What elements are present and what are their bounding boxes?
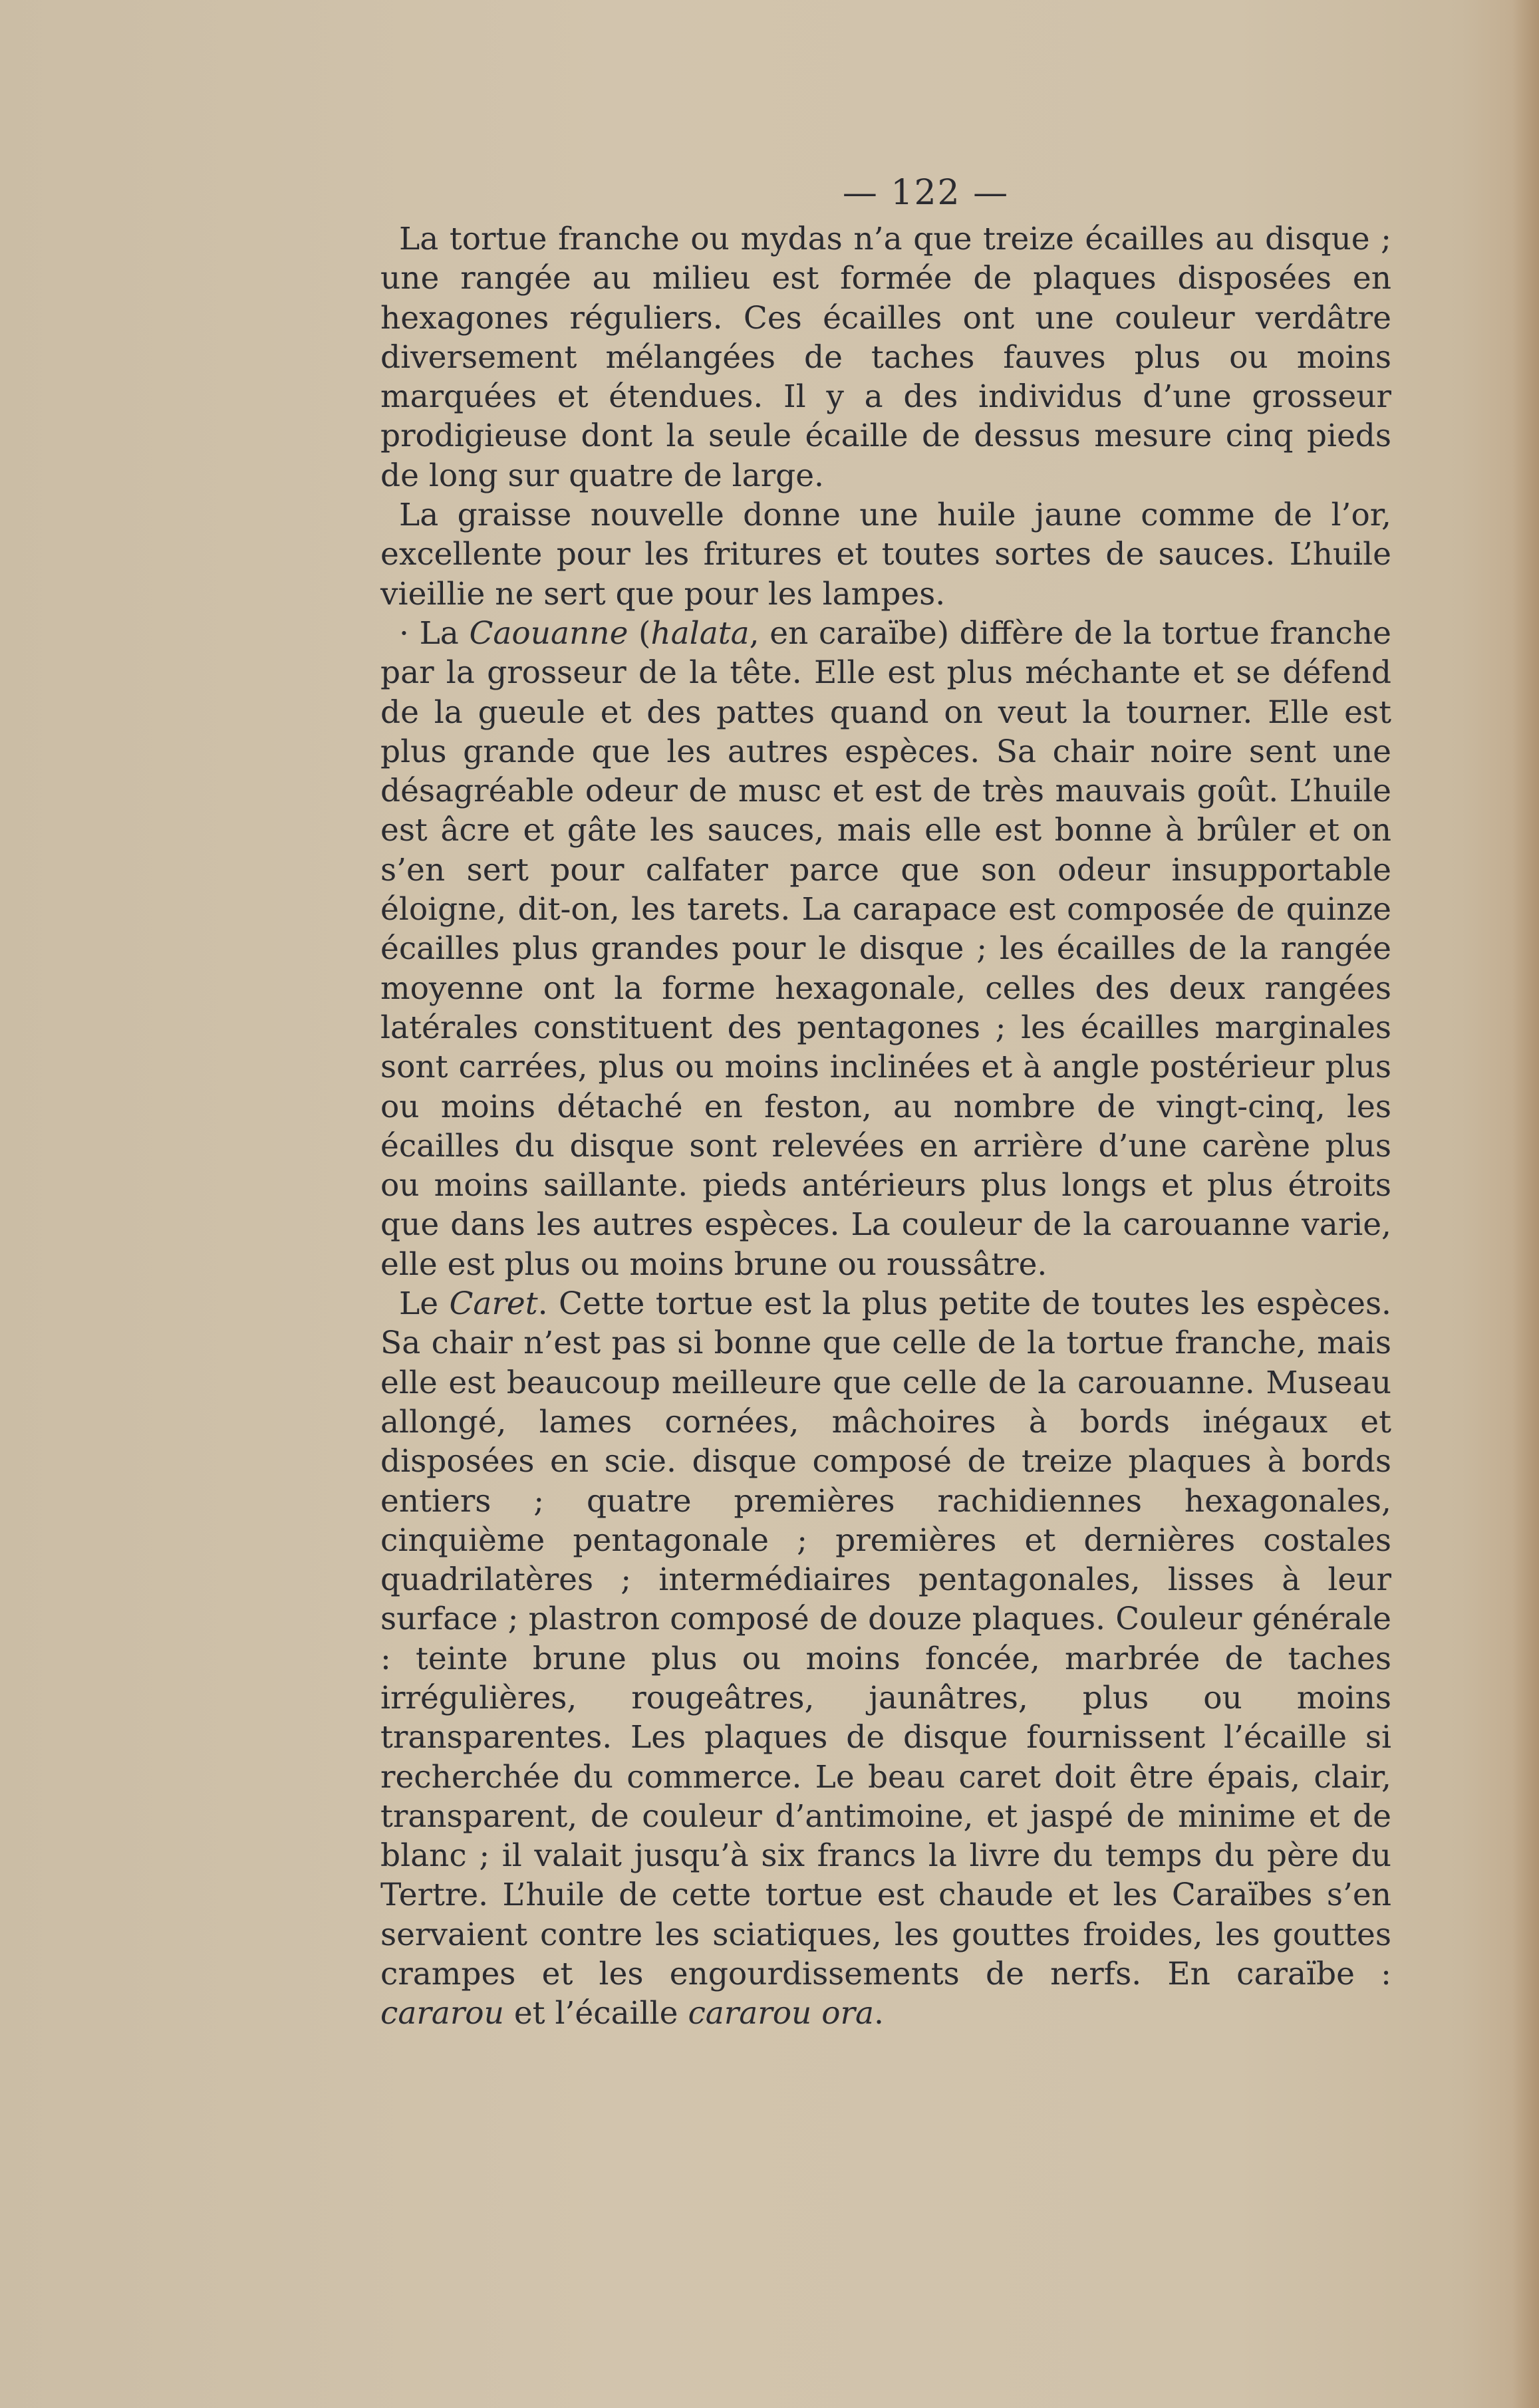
paragraph-text: et l’écaille (503, 1995, 688, 2032)
paragraph-tortue-franche (380, 219, 1391, 495)
paragraph-text: La tortue franche ou mydas n’a que treize écailles au disque ; une rangée au milieu est formée de plaques disposées en hexagones réguliers. Ces écailles ont une couleur verdâtre diversement mélangées de taches fauves plus ou moins marquées et étendues. Il y a des individus d’une grosseur prodigieuse dont la seule écaille de dessus mesure cinq pieds de long sur quatre de large. (380, 221, 1391, 494)
paragraph-text: . Cette tortue est la plus petite de toutes les espèces. Sa chair n’est pas si bonne que celle de la tortue franche, mais elle est beaucoup meilleure que celle de la carouanne. Museau allongé, lames cornées, mâchoires à bords inégaux et disposées en scie. disque composé de treize plaques à bords entiers ; quatre premières rachidiennes hexagonales, cinquième pentagonale ; premières et dernières costales quadrilatères ; intermédiaires pentagonales, lisses à leur surface ; plastron composé de douze plaques. Couleur générale : teinte brune plus ou moins foncée, marbrée de taches irrégulières, rougeâtres, jaunâtres, plus ou moins transparentes. Les plaques de disque fournissent l’écaille si recherchée du commerce. Le beau caret doit être épais, clair, transparent, de couleur d’antimoine, et jaspé de minime et de blanc ; il valait jusqu’à six francs la livre du temps du père du Tertre. L’huile de cette tortue est chaude et les Caraïbes s’en servaient contre les sciatiques, les gouttes froides, les gouttes crampes et les engourdissements de nerfs. En caraïbe : (380, 1285, 1391, 1993)
page-edge-shadow (1512, 0, 1539, 2408)
paragraph-text: · La (399, 614, 470, 652)
paragraph-text: Le (399, 1285, 450, 1323)
paragraph-text: La graisse nouvelle donne une huile jaune comme de l’or, excellente pour les fritures et toutes sortes de sauces. L’huile vieillie ne sert que pour les lampes. (380, 497, 1391, 612)
term-cararou: cararou (380, 1995, 504, 2032)
term-caouanne: Caouanne (469, 614, 629, 652)
page-number: — 122 — (842, 173, 1010, 213)
paragraph-caouanne (380, 614, 1391, 1284)
term-halata: halata (650, 614, 750, 652)
term-caret: Caret (449, 1285, 538, 1323)
paragraph-caret (380, 1284, 1391, 2034)
paragraph-text: . (874, 1995, 884, 2032)
paragraph-text: ( (628, 614, 651, 652)
term-cararou-ora: cararou ora (688, 1995, 875, 2032)
paragraph-graisse (380, 495, 1391, 614)
paragraph-text: , en caraïbe) diffère de la tortue franche par la grosseur de la tête. Elle est plus méchante et se défend de la gueule et des pattes quand on veut la tourner. Elle est plus grande que les autres espèces. Sa chair noire sent une désagréable odeur de musc et est de très mauvais goût. L’huile est âcre et gâte les sauces, mais elle est bonne à brûler et on s’en sert pour calfater parce que son odeur insupportable éloigne, dit-on, les tarets. La carapace est composée de quinze écailles plus grandes pour le disque ; les écailles de la rangée moyenne ont la forme hexagonale, celles des deux rangées latérales constituent des pentagones ; les écailles marginales sont carrées, plus ou moins inclinées et à angle postérieur plus ou moins détaché en feston, au nombre de vingt-cinq, les écailles du disque sont relevées en arrière d’une carène plus ou moins saillante. pieds antérieurs plus longs et plus étroits que dans les autres espèces. La couleur de la carouanne varie, elle est plus ou moins brune ou roussâtre. (380, 614, 1391, 1283)
page-text-block (380, 166, 1391, 2034)
